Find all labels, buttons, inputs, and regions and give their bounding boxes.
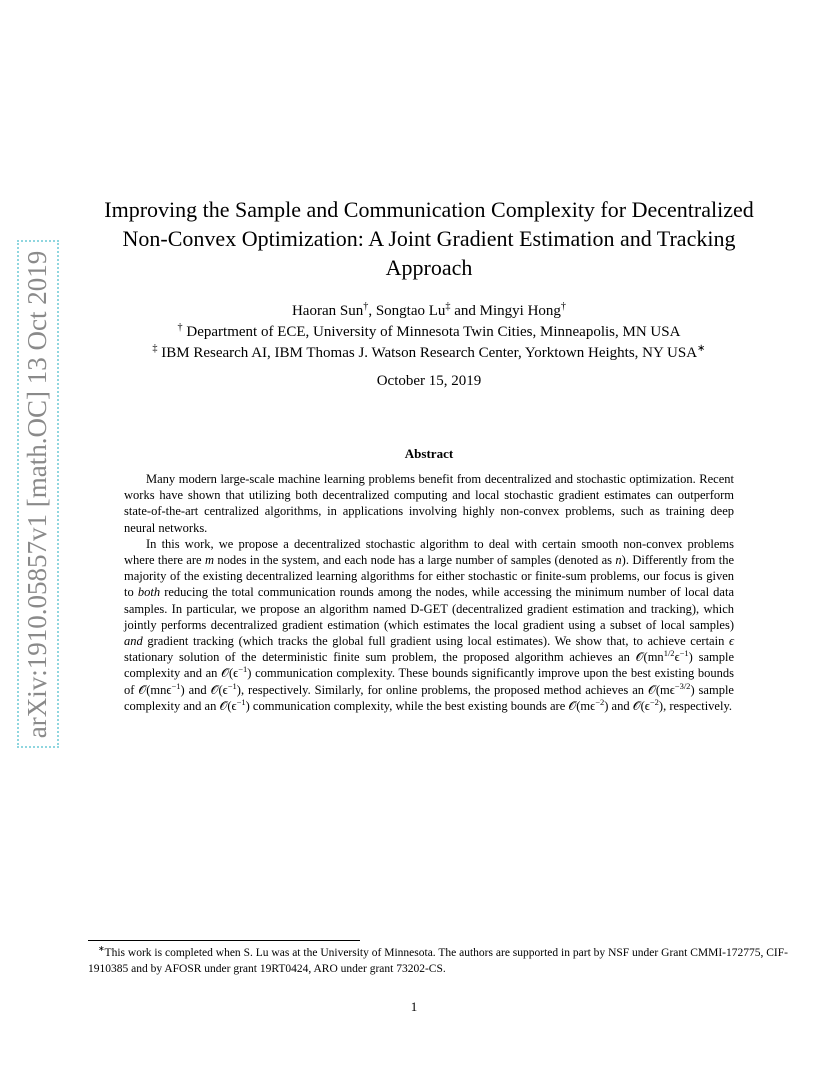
- abstract-paragraph-2: [124, 536, 734, 714]
- affiliation-1-mark: †: [177, 322, 183, 333]
- footnote-divider: [88, 940, 360, 941]
- abstract-text: ). Differently from the majority of the existing decentralized learning algorithms for either stochastic or finite-sum problems, our focus is given to: [124, 553, 734, 600]
- abstract-text: and: [608, 698, 633, 713]
- math-part: 𝒪(ϵ: [221, 666, 239, 681]
- abstract-text: nodes in the system, and each node has a large number of samples (denoted as: [213, 553, 616, 568]
- footnote-mark: ∗: [98, 944, 105, 954]
- abstract-text: stationary solution of the deterministic finite sum problem, the proposed algorithm achieves an: [124, 650, 636, 665]
- math-var-m: m: [204, 553, 214, 568]
- math-part: 𝒪(mnϵ: [138, 682, 172, 697]
- author-list: [70, 301, 788, 322]
- math-sup: −1: [227, 680, 237, 691]
- math-part: ): [180, 682, 185, 697]
- author-3: and Mingyi Hong: [450, 303, 561, 319]
- abstract-paragraph-1: Many modern large-scale machine learning problems benefit from decentralized and stochastic optimization. Recent works have shown that utilizing both decentralized computing and local stochastic gradient estimates can outperform state-of-the-art centralized algorithms, in applications involving highly non-convex problems, such as training deep neural networks.: [124, 472, 734, 535]
- author-3-mark: †: [560, 301, 567, 312]
- abstract-text: and: [184, 682, 211, 697]
- math-part: 𝒪(mϵ: [647, 682, 675, 697]
- author-2: , Songtao Lu: [368, 303, 446, 319]
- math-sup: −1: [236, 696, 246, 707]
- math-part: ): [690, 682, 695, 697]
- abstract-text: In this work, we propose a decentralized stochastic algorithm to deal with certain smooth non-convex problems where there are: [124, 536, 734, 568]
- math-var-n: n: [615, 553, 622, 568]
- abstract-body: [124, 471, 734, 714]
- affiliation-1-text: Department of ECE, University of Minnesota Twin Cities, Minneapolis, MN USA: [182, 324, 681, 340]
- affiliation-1: [70, 322, 788, 343]
- math-part: ): [245, 698, 250, 713]
- title-line-1: Improving the Sample and Communication Complexity for Decentralized: [104, 197, 754, 222]
- paper-title: [70, 195, 788, 282]
- footnote-text: This work is completed when S. Lu was at the University of Minnesota. The authors are supported in part by NSF under Grant CMMI-172775, CIF-1910385 and by AFOSR under grant 19RT0424, ARO under grant 73202-CS.: [88, 947, 788, 975]
- paper-date: October 15, 2019: [376, 373, 482, 389]
- author-2-mark: ‡: [445, 301, 451, 312]
- math-part: 𝒪(ϵ: [219, 698, 237, 713]
- math-complexity-3: [138, 680, 185, 697]
- emphasis-and: and: [124, 634, 143, 649]
- abstract-text: reducing the total communication rounds among the nodes, while accessing the minimum number of local data samples. In particular, we propose an algorithm named D-GET (decentralized gradient estimation and tracking), which jointly performs decentralized gradient estimation (which estimates the local gradient using a subset of local samples): [124, 585, 734, 632]
- affiliation-2-mark: ‡: [152, 343, 158, 354]
- title-line-3: Approach: [385, 255, 473, 280]
- abstract-text: gradient tracking (which tracks the global full gradient using local estimates). We show that, to achieve certain: [142, 634, 729, 649]
- math-part: 𝒪(mϵ: [568, 698, 596, 713]
- arxiv-stamp: [17, 240, 59, 748]
- abstract-text: , respectively.: [663, 698, 733, 713]
- math-sup: −2: [595, 696, 605, 707]
- math-part: 𝒪(ϵ: [210, 682, 228, 697]
- math-sup: 1/2: [663, 648, 675, 659]
- math-part: ): [247, 666, 252, 681]
- abstract-text: , respectively. Similarly, for online problems, the proposed method achieves an: [240, 682, 648, 697]
- math-complexity-4: [210, 680, 241, 697]
- math-complexity-7: [568, 696, 609, 713]
- math-part: 𝒪(mn: [635, 650, 664, 665]
- abstract-text: communication complexity. These bounds significantly improve upon the best existing bounds of: [124, 666, 734, 697]
- math-sup: −1: [679, 648, 689, 659]
- math-complexity-2: [221, 666, 251, 680]
- math-complexity-5: [647, 680, 695, 697]
- math-part: ϵ: [674, 650, 680, 665]
- arxiv-stamp-text: arXiv:1910.05857v1 [math.OC] 13 Oct 2019: [22, 250, 53, 738]
- affiliation-2: [70, 343, 788, 364]
- math-part: ): [604, 698, 609, 713]
- abstract-text: sample complexity and an: [124, 650, 734, 681]
- author-1: Haoran Sun: [291, 303, 364, 319]
- math-complexity-1: [636, 650, 693, 664]
- math-sup: −1: [171, 680, 181, 691]
- author-1-mark: †: [363, 301, 369, 312]
- math-sup: −1: [238, 664, 248, 675]
- math-complexity-8: [632, 696, 664, 713]
- author-block: [70, 301, 788, 364]
- abstract-text: sample complexity and an: [124, 682, 734, 713]
- emphasis-both: both: [137, 585, 161, 600]
- math-sup: −3/2: [674, 680, 691, 691]
- math-part: 𝒪(ϵ: [632, 698, 650, 713]
- math-var-epsilon: ϵ: [728, 634, 734, 649]
- math-sup: −2: [649, 696, 659, 707]
- affiliation-2-footnote-mark: ∗: [697, 343, 706, 354]
- page-number: 1: [410, 999, 418, 1014]
- abstract-heading: Abstract: [404, 446, 454, 461]
- footnote: [88, 945, 788, 977]
- math-part: ): [688, 650, 693, 665]
- math-part: ): [236, 682, 241, 697]
- affiliation-2-text: IBM Research AI, IBM Thomas J. Watson Research Center, Yorktown Heights, NY USA: [157, 345, 698, 361]
- abstract-text: communication complexity, while the best existing bounds are: [249, 698, 569, 713]
- title-line-2: Non-Convex Optimization: A Joint Gradient Estimation and Tracking: [122, 226, 736, 251]
- math-part: ): [658, 698, 664, 713]
- math-complexity-6: [219, 696, 250, 713]
